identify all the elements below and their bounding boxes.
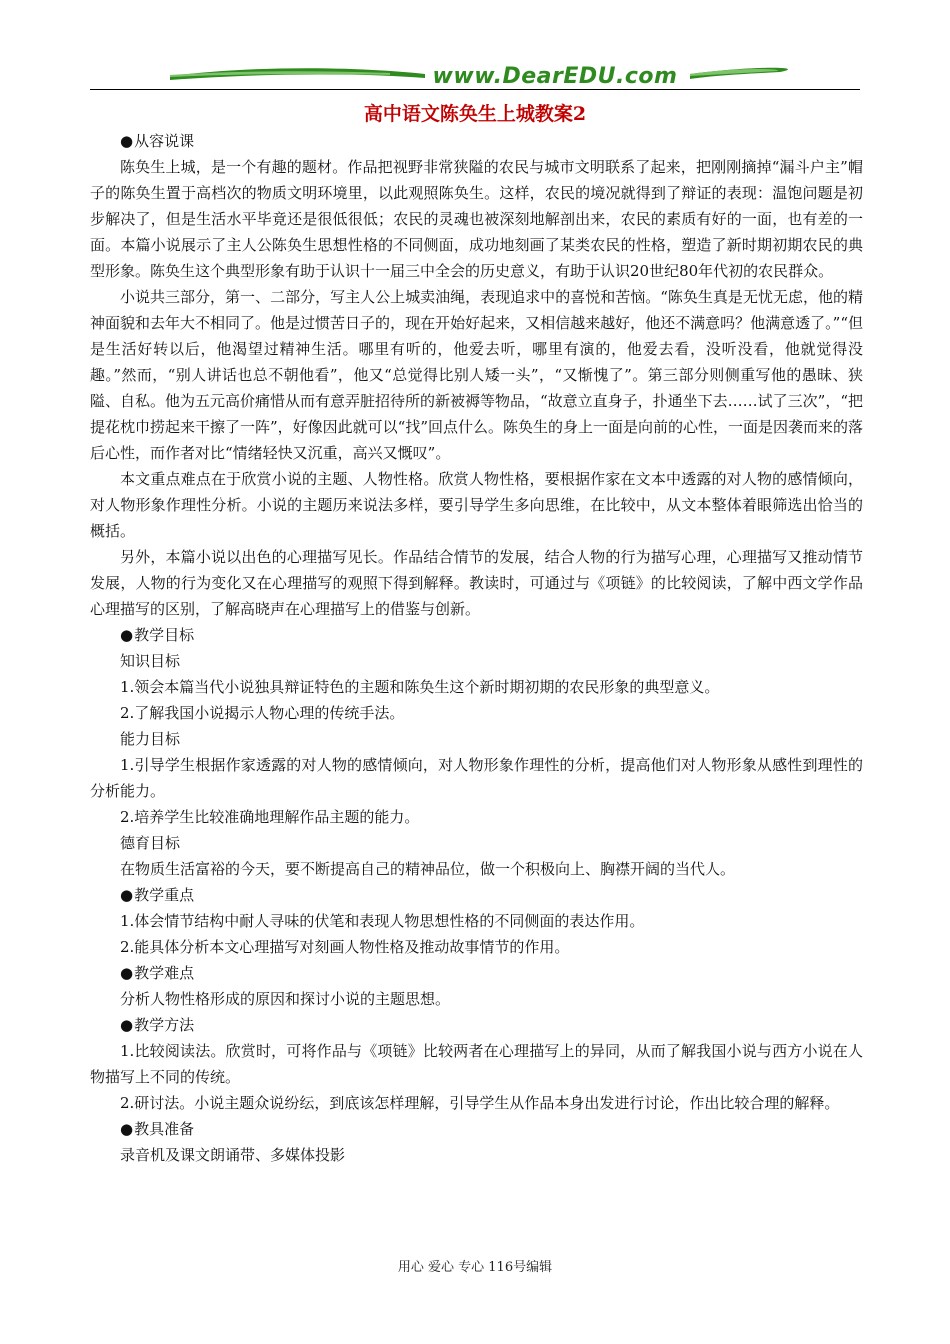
paragraph: 在物质生活富裕的今天，要不断提高自己的精神品位，做一个积极向上、胸襟开阔的当代人。 <box>120 860 736 878</box>
bullet-icon: ● <box>120 886 134 904</box>
section-heading-text: 教学难点 <box>134 964 195 982</box>
paragraph: 2.了解我国小说揭示人物心理的传统手法。 <box>120 704 405 722</box>
section-heading-text: 从容说课 <box>134 132 195 150</box>
paragraph: 1.体会情节结构中耐人寻味的伏笔和表现人物思想性格的不同侧面的表达作用。 <box>120 912 645 930</box>
header-divider <box>90 89 860 90</box>
page-footer: 用心 爱心 专心 116号编辑 <box>397 1260 553 1275</box>
paragraph: 陈奂生上城，是一个有趣的题材。作品把视野非常狭隘的农民与城市文明联系了起来，把刚刚摘掉“漏斗户主”帽子的陈奂生置于高档次的物质文明环境里，以此观照陈奂生。这样，农民的境况就得到了辩证的表现：温饱问题是初步解决了，但是生活水平毕竟还是很低很低；农民的灵魂也被深刻地解剖出来，农民的素质有好的一面，也有差的一面。本篇小说展示了主人公陈奂生思想性格的不同侧面，成功地刻画了某类农民的性格，塑造了新时期初期农民的典型形象。陈奂生这个典型形象有助于认识十一届三中全会的历史意义，有助于认识20世纪80年代初的农民群众。 <box>90 158 863 280</box>
section-heading-text: 教学目标 <box>134 626 195 644</box>
section-heading <box>90 882 863 908</box>
paragraph: 2.研讨法。小说主题众说纷纭，到底该怎样理解，引导学生从作品本身出发进行讨论，作出比较合理的解释。 <box>120 1094 840 1112</box>
section-heading <box>90 1116 863 1142</box>
bullet-icon: ● <box>120 626 134 644</box>
section-heading <box>90 128 863 154</box>
site-banner <box>90 62 860 90</box>
paragraph: 2.能具体分析本文心理描写对刻画人物性格及推动故事情节的作用。 <box>120 938 570 956</box>
bullet-icon: ● <box>120 132 134 150</box>
paragraph: 知识目标 <box>120 652 181 670</box>
bullet-icon: ● <box>120 1016 134 1034</box>
paragraph: 德育目标 <box>120 834 181 852</box>
paragraph: 能力目标 <box>120 730 181 748</box>
paragraph: 另外，本篇小说以出色的心理描写见长。作品结合情节的发展，结合人物的行为描写心理，心理描写又推动情节发展，人物的行为变化又在心理描写的观照下得到解释。教读时，可通过与《项链》的比较阅读，了解中西文学作品心理描写的区别，了解高晓声在心理描写上的借鉴与创新。 <box>90 548 863 618</box>
section-heading <box>90 1012 863 1038</box>
paragraph: 2.培养学生比较准确地理解作品主题的能力。 <box>120 808 420 826</box>
site-logo-text[interactable]: www.DearEDU.com <box>432 64 678 89</box>
section-heading <box>90 622 863 648</box>
section-heading-text: 教学重点 <box>134 886 195 904</box>
paragraph: 1.比较阅读法。欣赏时，可将作品与《项链》比较两者在心理描写上的异同，从而了解我国小说与西方小说在人物描写上不同的传统。 <box>90 1042 863 1086</box>
paragraph: 1.引导学生根据作家透露的对人物的感情倾向，对人物形象作理性的分析，提高他们对人物形象从感性到理性的分析能力。 <box>90 756 863 800</box>
bullet-icon: ● <box>120 1120 134 1138</box>
paragraph: 分析人物性格形成的原因和探讨小说的主题思想。 <box>120 990 451 1008</box>
document-title: 高中语文陈奂生上城教案2 <box>363 103 587 125</box>
section-heading-text: 教具准备 <box>134 1120 195 1138</box>
bullet-icon: ● <box>120 964 134 982</box>
section-heading-text: 教学方法 <box>134 1016 195 1034</box>
document-body <box>90 128 863 1168</box>
paragraph: 录音机及课文朗诵带、多媒体投影 <box>120 1146 346 1164</box>
paragraph: 1.领会本篇当代小说独具辩证特色的主题和陈奂生这个新时期初期的农民形象的典型意义。 <box>120 678 720 696</box>
section-heading <box>90 960 863 986</box>
paragraph: 本文重点难点在于欣赏小说的主题、人物性格。欣赏人物性格，要根据作家在文本中透露的对人物的感情倾向，对人物形象作理性分析。小说的主题历来说法多样，要引导学生多向思维，在比较中，从文本整体着眼筛选出恰当的概括。 <box>90 470 863 540</box>
paragraph: 小说共三部分，第一、二部分，写主人公上城卖油绳，表现追求中的喜悦和苦恼。“陈奂生真是无忧无虑，他的精神面貌和去年大不相同了。他是过惯苦日子的，现在开始好起来，又相信越来越好，他还不满意吗？他满意透了。”“但是生活好转以后，他渴望过精神生活。哪里有听的，他爱去听，哪里有演的，他爱去看，没听没看，他就觉得没趣。”然而，“别人讲话也总不朝他看”，他又“总觉得比别人矮一头”，“又惭愧了”。第三部分则侧重写他的愚昧、狭隘、自私。他为五元高价痛惜从而有意弄脏招待所的新被褥等物品，“故意立直身子，扑通坐下去……试了三次”，“把提花枕巾捞起来干擦了一阵”，好像因此就可以“找”回点什么。陈奂生的身上一面是向前的心性，一面是因袭而来的落后心性，而作者对比“情绪轻快又沉重，高兴又慨叹”。 <box>90 288 864 462</box>
